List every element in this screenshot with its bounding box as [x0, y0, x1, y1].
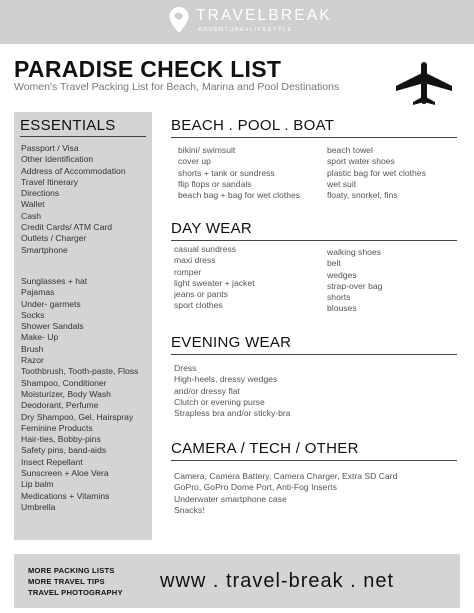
list-item: Brush	[21, 343, 44, 354]
brand-name: TRAVELBREAK	[196, 7, 332, 24]
tech-list	[174, 471, 397, 516]
list-item: Sunscreen + Aloe Vera	[21, 468, 109, 479]
list-item: sport clothes	[174, 300, 223, 311]
tech-heading: CAMERA / TECH / OTHER	[171, 440, 359, 457]
page-subtitle: Women's Travel Packing List for Beach, Marina and Pool Destinations	[14, 81, 340, 93]
brand-tagline: ADVENTURE+LIFESTYLE	[198, 27, 293, 33]
list-item: Shampoo, Conditioner	[21, 377, 107, 388]
list-item: maxi dress	[174, 255, 216, 266]
list-item: Sunglasses + hat	[21, 276, 88, 286]
essentials-heading: ESSENTIALS	[20, 117, 116, 134]
beach-list-left	[178, 145, 300, 201]
evening-heading: EVENING WEAR	[171, 334, 292, 351]
list-item: shorts	[327, 292, 351, 303]
list-item: Cash	[21, 210, 42, 221]
list-item: light sweater + jacket	[174, 277, 255, 288]
list-item: strap-over bag	[327, 280, 383, 291]
list-item: plastic bag for wet clothes	[327, 167, 426, 178]
list-item: Safety pins, band-aids	[21, 445, 107, 456]
list-item: floaty, snorkel, fins	[327, 190, 398, 201]
list-item: Pajamas	[21, 287, 55, 298]
list-item: Moisturizer, Body Wash	[21, 388, 111, 399]
list-item: Insect Repellant	[21, 456, 83, 467]
list-item: belt	[327, 258, 341, 269]
list-item: bikini/ swimsuit	[178, 145, 236, 155]
list-item: High-heels, dressy wedges	[174, 374, 278, 385]
essentials-divider	[20, 136, 146, 137]
list-item: wedges	[327, 269, 357, 280]
list-item: sport water shoes	[327, 156, 395, 167]
list-item: Camera, Camera Battery, Camera Charger, Extra SD Card	[174, 471, 398, 481]
list-item: Under- garmets	[21, 298, 81, 309]
list-item: shorts + tank or sundress	[178, 167, 275, 178]
list-item: walking shoes	[327, 247, 381, 257]
evening-divider	[171, 354, 457, 355]
daywear-heading: DAY WEAR	[171, 220, 253, 237]
list-item: casual sundress	[174, 244, 237, 254]
list-item: romper	[174, 266, 202, 277]
list-item: Razor	[21, 355, 44, 366]
header-bar	[0, 0, 474, 44]
list-item: Travel Itinerary	[21, 176, 78, 187]
list-item: Address of Accommodation	[21, 165, 126, 176]
list-item: Directions	[21, 188, 60, 199]
evening-list	[174, 363, 291, 419]
tech-divider	[171, 460, 457, 461]
list-item: and/or dressy flat	[174, 385, 240, 396]
list-item: Umbrella	[21, 501, 56, 512]
list-item: Clutch or evening purse	[174, 396, 265, 407]
brand-logo[interactable]	[168, 6, 332, 38]
more-packing-lists-link[interactable]: MORE PACKING LISTS	[28, 566, 115, 575]
list-item: blouses	[327, 303, 357, 314]
list-item: Deodorant, Perfume	[21, 400, 99, 411]
list-item: cover up	[178, 156, 211, 167]
list-item: Feminine Products	[21, 422, 93, 433]
daywear-divider	[171, 240, 457, 241]
list-item: flip flops or sandals	[178, 178, 252, 189]
list-item: Credit Cards/ ATM Card	[21, 222, 113, 233]
list-item: beach bag + bag for wet clothes	[178, 190, 301, 201]
daywear-list-left	[174, 244, 255, 312]
footer-links	[28, 565, 123, 598]
list-item: Socks	[21, 309, 45, 320]
essentials-toiletries-list	[21, 276, 151, 513]
list-item: Shower Sandals	[21, 321, 84, 332]
list-item: Medications + Vitamins	[21, 490, 110, 501]
list-item: Lip balm	[21, 479, 54, 490]
list-item: Outlets / Charger	[21, 233, 87, 244]
list-item: Toothbrush, Tooth-paste, Floss	[21, 366, 139, 377]
list-item: Snacks!	[174, 504, 205, 515]
list-item: Other Identification	[21, 154, 94, 165]
daywear-list-right	[327, 247, 382, 315]
essentials-documents-list	[21, 143, 151, 256]
list-item: Dress	[174, 363, 197, 373]
travel-photography-link[interactable]: TRAVEL PHOTOGRAPHY	[28, 588, 123, 597]
list-item: Smartphone	[21, 244, 68, 255]
beach-divider	[171, 137, 457, 138]
list-item: Hair-ties, Bobby-pins	[21, 434, 101, 445]
website-url-link[interactable]: www . travel-break . net	[160, 570, 395, 592]
list-item: Underwater smartphone case	[174, 493, 287, 504]
map-pin-icon	[168, 6, 190, 34]
beach-list-right	[327, 145, 426, 201]
list-item: jeans or pants	[174, 289, 228, 300]
list-item: Passport / Visa	[21, 143, 79, 153]
list-item: Wallet	[21, 199, 45, 210]
list-item: GoPro, GoPro Dome Port, Anti-Fog Inserts	[174, 482, 337, 493]
list-item: wet suit	[327, 178, 357, 189]
essentials-panel	[14, 112, 152, 540]
list-item: beach towel	[327, 145, 373, 155]
page-title: PARADISE CHECK LIST	[14, 56, 282, 82]
list-item: Dry Shampoo, Gel, Hairspray	[21, 411, 134, 422]
list-item: Make- Up	[21, 332, 59, 343]
more-travel-tips-link[interactable]: MORE TRAVEL TIPS	[28, 577, 105, 586]
footer-bar	[14, 554, 460, 608]
beach-heading: BEACH . POOL . BOAT	[171, 117, 335, 134]
list-item: Strapless bra and/or sticky-bra	[174, 408, 291, 419]
airplane-icon	[395, 58, 453, 108]
